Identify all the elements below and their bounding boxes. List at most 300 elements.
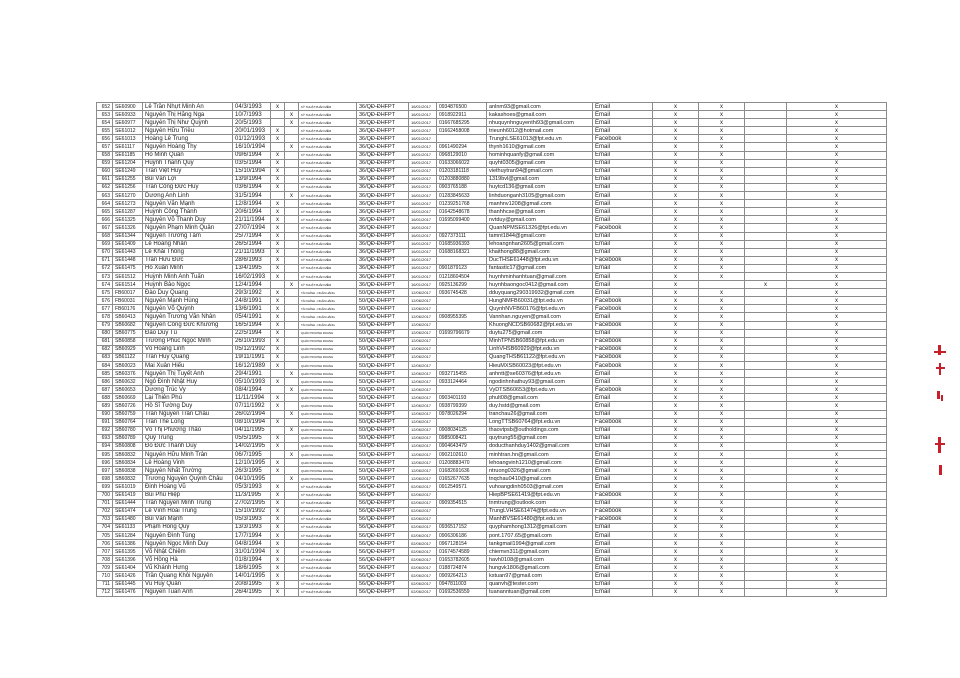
major-cell: KỸ THUẬT PHẦN MỀM <box>299 232 357 240</box>
mark-col-2-cell: x <box>699 572 745 580</box>
birth-date-cell: 04/8/1994 <box>233 540 271 548</box>
decision-date-cell: 12/06/2017 <box>409 394 437 402</box>
birth-date-cell: 31/5/1994 <box>233 192 271 200</box>
contact-source-cell: Facebook <box>593 297 653 305</box>
row-number-cell: 652 <box>97 103 113 111</box>
male-mark-cell: x <box>271 167 285 175</box>
phone-number-cell <box>437 353 487 361</box>
decision-date-cell: 12/06/2017 <box>409 475 437 483</box>
mark-col-2-cell: x <box>699 151 745 159</box>
major-cell: KỸ THUẬT PHẦN MỀM <box>299 143 357 151</box>
student-code-cell: SE61117 <box>113 143 143 151</box>
mark-col-4-cell: x <box>787 467 887 475</box>
contact-source-cell: Facebook <box>593 362 653 370</box>
female-mark-cell <box>285 483 299 491</box>
birth-date-cell: 04/10/1995 <box>233 475 271 483</box>
female-mark-cell: x <box>285 281 299 289</box>
female-mark-cell: x <box>285 192 299 200</box>
mark-col-3-cell <box>745 353 787 361</box>
female-mark-cell: x <box>285 119 299 127</box>
phone-number-cell: 01218604504 <box>437 272 487 280</box>
table-row <box>97 531 887 539</box>
decision-date-cell: 12/06/2017 <box>409 353 437 361</box>
mark-col-3-cell <box>745 216 787 224</box>
row-number-cell: 682 <box>97 345 113 353</box>
mark-col-3-cell <box>745 434 787 442</box>
table-row <box>97 418 887 426</box>
major-cell: KỸ THUẬT PHẦN MỀM <box>299 135 357 143</box>
mark-col-3-cell <box>745 183 787 191</box>
row-number-cell: 706 <box>97 540 113 548</box>
decision-date-cell: 16/01/2017 <box>409 143 437 151</box>
phone-number-cell: 0908955395 <box>437 313 487 321</box>
mark-col-3-cell <box>745 378 787 386</box>
birth-date-cell: 01/8/1994 <box>233 556 271 564</box>
student-code-cell: SB60808 <box>113 442 143 450</box>
student-name-cell: Nguyễn Thị Như Quỳnh <box>143 119 233 127</box>
email-address-cell: kstuan97@gmail.com <box>487 572 593 580</box>
contact-source-cell: Facebook <box>593 135 653 143</box>
student-name-cell: Huỳnh Minh Anh Tuấn <box>143 272 233 280</box>
birth-date-cell: 27/07/1994 <box>233 224 271 232</box>
mark-col-3-cell <box>745 491 787 499</box>
decision-date-cell: 16/01/2017 <box>409 248 437 256</box>
mark-col-3-cell <box>745 370 787 378</box>
mark-col-4-cell: x <box>787 289 887 297</box>
student-code-cell: SE61325 <box>113 216 143 224</box>
student-code-cell: SE60933 <box>113 111 143 119</box>
major-cell: KỸ THUẬT PHẦN MỀM <box>299 507 357 515</box>
student-name-cell: Lê Hoàng Vinh <box>143 459 233 467</box>
row-number-cell: 666 <box>97 216 113 224</box>
phone-number-cell: 0918922911 <box>437 111 487 119</box>
phone-number-cell: 01203181118 <box>437 167 487 175</box>
mark-col-1-cell: x <box>653 402 699 410</box>
mark-col-2-cell: x <box>699 434 745 442</box>
major-cell: KỸ THUẬT PHẦN MỀM <box>299 483 357 491</box>
contact-source-cell: Email <box>593 580 653 588</box>
student-code-cell: SE61019 <box>113 483 143 491</box>
male-mark-cell: x <box>271 434 285 442</box>
mark-col-4-cell: x <box>787 151 887 159</box>
male-mark-cell: x <box>271 353 285 361</box>
contact-source-cell: Email <box>593 183 653 191</box>
row-number-cell: 712 <box>97 588 113 596</box>
birth-date-cell: 27/02/1995 <box>233 499 271 507</box>
major-cell: KỸ THUẬT PHẦN MỀM <box>299 556 357 564</box>
mark-col-1-cell: x <box>653 370 699 378</box>
row-number-cell: 708 <box>97 556 113 564</box>
mark-col-4-cell: x <box>787 531 887 539</box>
mark-col-1-cell: x <box>653 548 699 556</box>
row-number-cell: 675 <box>97 289 113 297</box>
mark-col-3-cell <box>745 240 787 248</box>
table-row <box>97 103 887 111</box>
decision-number-cell: 36/QĐ-ĐHFPT <box>357 103 409 111</box>
mark-col-2-cell: x <box>699 540 745 548</box>
student-code-cell: SE61512 <box>113 272 143 280</box>
row-number-cell: 656 <box>97 135 113 143</box>
female-mark-cell <box>285 337 299 345</box>
contact-source-cell: Email <box>593 410 653 418</box>
female-mark-cell <box>285 321 299 329</box>
decision-date-cell: 12/06/2017 <box>409 451 437 459</box>
decision-number-cell: 50/QĐ-ĐHFPT <box>357 434 409 442</box>
decision-date-cell: 12/06/2017 <box>409 442 437 450</box>
female-mark-cell <box>285 507 299 515</box>
email-address-cell: quyphamhong1312@gmail.com <box>487 523 593 531</box>
birth-date-cell: 28/6/1993 <box>233 256 271 264</box>
table-row <box>97 127 887 135</box>
mark-col-3-cell <box>745 256 787 264</box>
table-row <box>97 491 887 499</box>
male-mark-cell: x <box>271 289 285 297</box>
mark-col-1-cell: x <box>653 103 699 111</box>
contact-source-cell: Email <box>593 103 653 111</box>
male-mark-cell: x <box>271 264 285 272</box>
email-address-cell: huynhbaongoc0412@gmail.com <box>487 281 593 289</box>
table-row <box>97 143 887 151</box>
female-mark-cell <box>285 434 299 442</box>
mark-col-4-cell: x <box>787 426 887 434</box>
decision-number-cell: 36/QĐ-ĐHFPT <box>357 208 409 216</box>
student-code-cell: SE61344 <box>113 232 143 240</box>
student-name-cell: Nguyễn Văn Mạnh <box>143 200 233 208</box>
email-address-cell: ntruong0326@gmail.com <box>487 467 593 475</box>
table-row <box>97 264 887 272</box>
email-address-cell: thynh1610@gmail.com <box>487 143 593 151</box>
mark-col-2-cell: x <box>699 386 745 394</box>
table-row <box>97 353 887 361</box>
birth-date-cell: 11/3/1995 <box>233 491 271 499</box>
mark-col-3-cell <box>745 175 787 183</box>
decision-number-cell: 36/QĐ-ĐHFPT <box>357 167 409 175</box>
mark-col-1-cell: x <box>653 467 699 475</box>
major-cell: QUẢN TRỊ KINH DOANH <box>299 370 357 378</box>
table-row <box>97 548 887 556</box>
female-mark-cell <box>285 151 299 159</box>
decision-date-cell: 12/06/2017 <box>409 345 437 353</box>
student-name-cell: Hoàng Lê Trung <box>143 135 233 143</box>
major-cell: QUẢN TRỊ KINH DOANH <box>299 442 357 450</box>
major-cell: QUẢN TRỊ KINH DOANH <box>299 345 357 353</box>
mark-col-3-cell <box>745 548 787 556</box>
mark-col-4-cell: x <box>787 491 887 499</box>
mark-col-3-cell <box>745 200 787 208</box>
mark-col-1-cell: x <box>653 491 699 499</box>
major-cell: KỸ THUẬT PHẦN MỀM <box>299 572 357 580</box>
decision-number-cell: 50/QĐ-ĐHFPT <box>357 345 409 353</box>
male-mark-cell: x <box>271 531 285 539</box>
phone-number-cell: 0934876500 <box>437 103 487 111</box>
mark-col-1-cell: x <box>653 386 699 394</box>
table-row <box>97 119 887 127</box>
mark-col-3-cell <box>745 499 787 507</box>
mark-col-2-cell: x <box>699 256 745 264</box>
mark-col-4-cell: x <box>787 337 887 345</box>
mark-col-1-cell: x <box>653 564 699 572</box>
decision-number-cell: 36/QĐ-ĐHFPT <box>357 111 409 119</box>
male-mark-cell: x <box>271 483 285 491</box>
student-name-cell: Nguyễn Trường Tâm <box>143 232 233 240</box>
birth-date-cell: 03/5/1994 <box>233 159 271 167</box>
mark-col-2-cell <box>699 281 745 289</box>
male-mark-cell <box>271 410 285 418</box>
birth-date-cell: 08/4/1994 <box>233 386 271 394</box>
email-address-cell: trieunh6012@hotmail.com <box>487 127 593 135</box>
table-row <box>97 192 887 200</box>
student-name-cell: Nguyễn Phạm Minh Quân <box>143 224 233 232</box>
table-row <box>97 248 887 256</box>
phone-number-cell <box>437 256 487 264</box>
mark-col-4-cell: x <box>787 216 887 224</box>
row-number-cell: 709 <box>97 564 113 572</box>
phone-number-cell: 0902102610 <box>437 451 487 459</box>
mark-col-3-cell <box>745 127 787 135</box>
email-address-cell: tamnt1844@gmail.com <box>487 232 593 240</box>
student-code-cell: SB60376 <box>113 370 143 378</box>
decision-date-cell: 16/01/2017 <box>409 208 437 216</box>
email-address-cell: hungvk1806@gmail.com <box>487 564 593 572</box>
mark-col-3-cell <box>745 410 787 418</box>
decision-number-cell: 36/QĐ-ĐHFPT <box>357 216 409 224</box>
table-row <box>97 434 887 442</box>
phone-number-cell: 01208883470 <box>437 459 487 467</box>
mark-col-1-cell: x <box>653 232 699 240</box>
female-mark-cell <box>285 442 299 450</box>
female-mark-cell <box>285 297 299 305</box>
decision-number-cell: 36/QĐ-ĐHFPT <box>357 127 409 135</box>
mark-col-4-cell: x <box>787 540 887 548</box>
student-name-cell: Trần Công Đức Huy <box>143 183 233 191</box>
mark-col-4-cell: x <box>787 580 887 588</box>
mark-col-4-cell: x <box>787 345 887 353</box>
table-row <box>97 467 887 475</box>
mark-col-3-cell <box>745 483 787 491</box>
decision-date-cell: 12/06/2017 <box>409 321 437 329</box>
birth-date-cell: 14/02/1995 <box>233 442 271 450</box>
student-code-cell: SB61122 <box>113 353 143 361</box>
male-mark-cell: x <box>271 127 285 135</box>
row-number-cell: 710 <box>97 572 113 580</box>
mark-col-3-cell <box>745 313 787 321</box>
email-address-cell: TrunghLSE61013@fpt.edu.vn <box>487 135 593 143</box>
female-mark-cell <box>285 272 299 280</box>
major-cell: QUẢN TRỊ KINH DOANH <box>299 410 357 418</box>
phone-number-cell: 0936517152 <box>437 523 487 531</box>
decision-date-cell: 12/06/2017 <box>409 459 437 467</box>
male-mark-cell: x <box>271 491 285 499</box>
decision-number-cell: 36/QĐ-ĐHFPT <box>357 272 409 280</box>
mark-col-2-cell: x <box>699 394 745 402</box>
female-mark-cell <box>285 418 299 426</box>
birth-date-cell: 04/11/1995 <box>233 426 271 434</box>
mark-col-2-cell: x <box>699 370 745 378</box>
birth-date-cell: 09/6/1994 <box>233 151 271 159</box>
student-code-cell: SE61448 <box>113 256 143 264</box>
phone-number-cell: 01682691636 <box>437 467 487 475</box>
table-row <box>97 588 887 596</box>
decision-number-cell: 50/QĐ-ĐHFPT <box>357 475 409 483</box>
mark-col-4-cell: x <box>787 548 887 556</box>
student-code-cell: SE61395 <box>113 548 143 556</box>
major-cell: QUẢN TRỊ KINH DOANH <box>299 426 357 434</box>
student-code-cell: SE61475 <box>113 264 143 272</box>
mark-col-1-cell: x <box>653 418 699 426</box>
email-address-cell: HungNMFB60031@fpt.edu.vn <box>487 297 593 305</box>
decision-number-cell: 50/QĐ-ĐHFPT <box>357 337 409 345</box>
email-address-cell: vuhoangdinh0503@gmail.com <box>487 483 593 491</box>
major-cell: KỸ THUẬT PHẦN MỀM <box>299 491 357 499</box>
phone-number-cell: 0912549571 <box>437 483 487 491</box>
female-mark-cell <box>285 329 299 337</box>
mark-col-4-cell: x <box>787 386 887 394</box>
mark-col-1-cell: x <box>653 442 699 450</box>
decision-number-cell: 36/QĐ-ĐHFPT <box>357 159 409 167</box>
male-mark-cell: x <box>271 224 285 232</box>
student-code-cell: SE61404 <box>113 564 143 572</box>
mark-col-3-cell <box>745 272 787 280</box>
mark-col-3-cell <box>745 297 787 305</box>
email-address-cell: phult08@gmail.com <box>487 394 593 402</box>
mark-col-1-cell: x <box>653 394 699 402</box>
email-address-cell: tuananntuan@gmail.com <box>487 588 593 596</box>
decision-number-cell: 56/QĐ-ĐHFPT <box>357 483 409 491</box>
male-mark-cell: x <box>271 151 285 159</box>
contact-source-cell: Email <box>593 523 653 531</box>
student-code-cell: FB60017 <box>113 289 143 297</box>
student-name-cell: Hồ Sĩ Tường Duy <box>143 402 233 410</box>
student-code-cell: SB60023 <box>113 362 143 370</box>
email-address-cell: duytu275@gmail.com <box>487 329 593 337</box>
mark-col-2-cell: x <box>699 135 745 143</box>
mark-col-2-cell: x <box>699 232 745 240</box>
major-cell: KỸ THUẬT PHẦN MỀM <box>299 548 357 556</box>
female-mark-cell: x <box>285 451 299 459</box>
mark-col-1-cell: x <box>653 175 699 183</box>
table-row <box>97 256 887 264</box>
decision-number-cell: 50/QĐ-ĐHFPT <box>357 459 409 467</box>
email-address-cell: anlnm93@gmail.com <box>487 103 593 111</box>
phone-number-cell: 0906306186 <box>437 531 487 539</box>
female-mark-cell <box>285 378 299 386</box>
email-address-cell: tnqchau0410@gmail.com <box>487 475 593 483</box>
birth-date-cell: 21/11/1994 <box>233 216 271 224</box>
decision-number-cell: 50/QĐ-ĐHFPT <box>357 289 409 297</box>
student-name-cell: Huỳnh Thanh Quý <box>143 159 233 167</box>
email-address-cell: chiemvn311@gmail.com <box>487 548 593 556</box>
student-code-cell: SE61386 <box>113 540 143 548</box>
mark-col-1-cell: x <box>653 353 699 361</box>
student-code-cell: SB60775 <box>113 329 143 337</box>
mark-col-4-cell: x <box>787 353 887 361</box>
phone-number-cell: 0936745428 <box>437 289 487 297</box>
phone-number-cell <box>437 305 487 313</box>
mark-col-1-cell: x <box>653 248 699 256</box>
decision-date-cell: 12/06/2017 <box>409 426 437 434</box>
student-name-cell: Mai Xuân Hiếu <box>143 362 233 370</box>
row-number-cell: 691 <box>97 418 113 426</box>
male-mark-cell: x <box>271 103 285 111</box>
table-row <box>97 451 887 459</box>
decision-number-cell: 36/QĐ-ĐHFPT <box>357 151 409 159</box>
decision-date-cell: 02/06/2017 <box>409 483 437 491</box>
birth-date-cell: 11/11/1994 <box>233 394 271 402</box>
female-mark-cell: x <box>285 426 299 434</box>
phone-number-cell: 01239251768 <box>437 200 487 208</box>
row-number-cell: 662 <box>97 183 113 191</box>
mark-col-4-cell: x <box>787 507 887 515</box>
student-name-cell: Bùi Phú Hiệp <box>143 491 233 499</box>
birth-date-cell: 16/10/1994 <box>233 143 271 151</box>
mark-col-3-cell <box>745 394 787 402</box>
mark-col-1-cell: x <box>653 119 699 127</box>
female-mark-cell <box>285 467 299 475</box>
decision-date-cell: 16/01/2017 <box>409 192 437 200</box>
decision-date-cell: 12/06/2017 <box>409 418 437 426</box>
student-name-cell: Phạm Hồng Quý <box>143 523 233 531</box>
student-name-cell: Nguyễn Ngọc Minh Duy <box>143 540 233 548</box>
student-name-cell: Nguyễn Võ Quỳnh <box>143 305 233 313</box>
student-code-cell: SE61270 <box>113 192 143 200</box>
contact-source-cell: Email <box>593 175 653 183</box>
contact-source-cell: Facebook <box>593 256 653 264</box>
table-row <box>97 289 887 297</box>
mark-col-2-cell: x <box>699 410 745 418</box>
student-name-cell: Hồ Xuân Minh <box>143 264 233 272</box>
mark-col-1-cell: x <box>653 272 699 280</box>
mark-col-4-cell: x <box>787 499 887 507</box>
table-row <box>97 507 887 515</box>
student-code-cell: SE61444 <box>113 499 143 507</box>
birth-date-cell: 05/10/1993 <box>233 378 271 386</box>
mark-col-3-cell <box>745 362 787 370</box>
mark-col-2-cell: x <box>699 499 745 507</box>
mark-col-2-cell: x <box>699 216 745 224</box>
phone-number-cell <box>437 362 487 370</box>
contact-source-cell: Email <box>593 499 653 507</box>
birth-date-cell: 07/11/1992 <box>233 402 271 410</box>
email-address-cell: thanhhcse@gmail.com <box>487 208 593 216</box>
birth-date-cell: 15/10/1994 <box>233 167 271 175</box>
birth-date-cell: 15/10/1992 <box>233 507 271 515</box>
phone-number-cell: 0908034125 <box>437 426 487 434</box>
table-row <box>97 370 887 378</box>
mark-col-4-cell: x <box>787 127 887 135</box>
phone-number-cell <box>437 386 487 394</box>
student-code-cell: SE61396 <box>113 556 143 564</box>
phone-number-cell <box>437 337 487 345</box>
contact-source-cell: Email <box>593 143 653 151</box>
mark-col-4-cell: x <box>787 394 887 402</box>
mark-col-4-cell: x <box>787 434 887 442</box>
row-number-cell: 659 <box>97 159 113 167</box>
decision-date-cell: 12/06/2017 <box>409 402 437 410</box>
student-name-cell: Trần Nguyễn Minh Trung <box>143 499 233 507</box>
mark-col-3-cell <box>745 111 787 119</box>
major-cell: KỸ THUẬT PHẦN MỀM <box>299 264 357 272</box>
email-address-cell: viethuytran94@gmail.com <box>487 167 593 175</box>
decision-number-cell: 56/QĐ-ĐHFPT <box>357 564 409 572</box>
student-name-cell: Trương Nguyễn Quỳnh Châu <box>143 475 233 483</box>
mark-col-2-cell: x <box>699 175 745 183</box>
row-number-cell: 681 <box>97 337 113 345</box>
table-row <box>97 515 887 523</box>
row-number-cell: 692 <box>97 426 113 434</box>
email-address-cell: TrungLVHSE61474@fpt.edu.vn <box>487 507 593 515</box>
birth-date-cell: 16/12/1989 <box>233 362 271 370</box>
female-mark-cell: x <box>285 386 299 394</box>
